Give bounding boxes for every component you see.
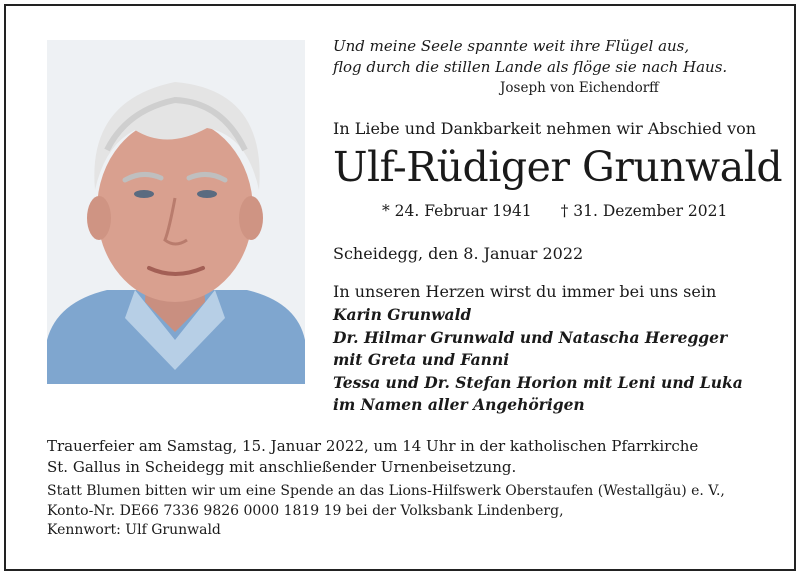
poem-author: Joseph von Eichendorff (500, 80, 659, 96)
donation-line-2: Konto-Nr. DE66 7336 9826 0000 1819 19 bei der Volksbank Lindenberg, (47, 502, 564, 519)
death-date: † 31. Dezember 2021 (560, 202, 728, 220)
mourner-line: Karin Grunwald (333, 305, 472, 324)
portrait-illustration (47, 40, 305, 384)
place-and-date: Scheidegg, den 8. Januar 2022 (333, 244, 584, 263)
poem-line-1: Und meine Seele spannte weit ihre Flügel aus, (333, 37, 690, 55)
donation-line-1: Statt Blumen bitten wir um eine Spende an das Lions-Hilfswerk Oberstaufen (Westallgäu) e. V., (47, 483, 725, 499)
poem-line-2: flog durch die stillen Lande als flöge sie nach Haus. (333, 58, 728, 76)
mourner-line: Tessa und Dr. Stefan Horion mit Leni und Luka (333, 372, 743, 392)
farewell-intro: In Liebe und Dankbarkeit nehmen wir Abschied von (333, 119, 757, 138)
memorial-phrase: In unseren Herzen wirst du immer bei uns sein (333, 282, 717, 301)
deceased-name: Ulf-Rüdiger Grunwald (333, 143, 783, 191)
mourner-line: Dr. Hilmar Grunwald und Natascha Heregger (333, 327, 728, 347)
mourner-line: im Namen aller Angehörigen (333, 395, 585, 414)
birth-date: * 24. Februar 1941 (382, 202, 532, 220)
donation-line-3: Kennwort: Ulf Grunwald (47, 522, 221, 538)
donation-info (47, 482, 725, 541)
ceremony-info (47, 436, 698, 477)
portrait-photo (47, 40, 305, 384)
life-dates (382, 202, 751, 220)
mourner-line: mit Greta und Fanni (333, 350, 510, 369)
ceremony-line-2: St. Gallus in Scheidegg mit anschließender Urnenbeisetzung. (47, 457, 517, 476)
ceremony-line-1: Trauerfeier am Samstag, 15. Januar 2022, um 14 Uhr in der katholischen Pfarrkirche (47, 437, 699, 455)
mourners-list (333, 304, 743, 417)
poem-quote (333, 36, 727, 78)
